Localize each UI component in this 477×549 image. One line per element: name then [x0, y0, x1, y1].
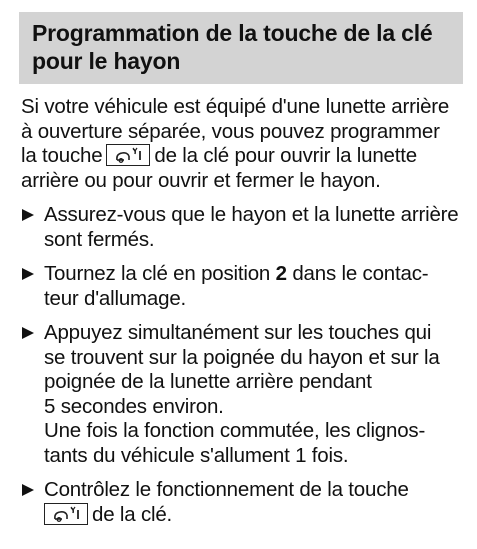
intro-line-1: Si votre véhicule est équipé d'une lunette arrière [21, 95, 450, 118]
step-3-line-1: Appuyez simultanément sur les touches qui [44, 321, 432, 344]
intro-paragraph [21, 95, 471, 193]
step-3-line-6: tants du véhicule s'allument 1 fois. [44, 443, 349, 467]
section-header [19, 12, 463, 84]
step-2-text-after-bold: dans le contac- [286, 262, 429, 285]
step-4-line-2 [44, 503, 471, 528]
step-3-line-3: poignée de la lunette arrière pendant [44, 370, 372, 393]
intro-line-4: arrière ou pour ouvrir et fermer le hayon. [21, 168, 381, 192]
step-2 [21, 262, 471, 311]
section-title-line-1: Programmation de la touche de la clé [32, 20, 433, 46]
step-3-line-4: 5 secondes environ. [44, 394, 224, 418]
step-2-line-2: teur d'allumage. [44, 286, 187, 310]
step-4 [21, 478, 471, 527]
step-3-line-5: Une fois la fonction commutée, les clignos- [44, 419, 426, 442]
key-position-number: 2 [275, 262, 287, 285]
intro-text-after-icon: de la clé pour ouvrir la lunette [154, 144, 417, 167]
triangle-bullet-icon [22, 327, 34, 339]
document-body [21, 95, 471, 537]
step-3 [21, 321, 471, 468]
step-1-line-2: sont fermés. [44, 227, 155, 251]
step-1 [21, 203, 471, 252]
tailgate-key-icon [44, 503, 88, 525]
step-4-line-1: Contrôlez le fonctionnement de la touche [44, 478, 409, 501]
step-2-text-before-bold: Tournez la clé en position [44, 262, 276, 285]
step-3-line-2: se trouvent sur la poignée du hayon et sur la [44, 345, 440, 369]
step-2-line-1 [44, 262, 471, 287]
intro-line-2: à ouverture séparée, vous pouvez programmer [21, 119, 440, 143]
triangle-bullet-icon [22, 268, 34, 280]
section-title-line-2: pour le hayon [32, 48, 181, 74]
step-1-line-1: Assurez-vous que le hayon et la lunette arrière [44, 203, 459, 226]
intro-text-before-icon: la touche [21, 144, 103, 167]
intro-line-3 [21, 144, 471, 169]
tailgate-key-icon [106, 144, 150, 166]
triangle-bullet-icon [22, 484, 34, 496]
triangle-bullet-icon [22, 209, 34, 221]
step-4-text-after-icon: de la clé. [92, 502, 173, 526]
section-title [32, 19, 463, 75]
